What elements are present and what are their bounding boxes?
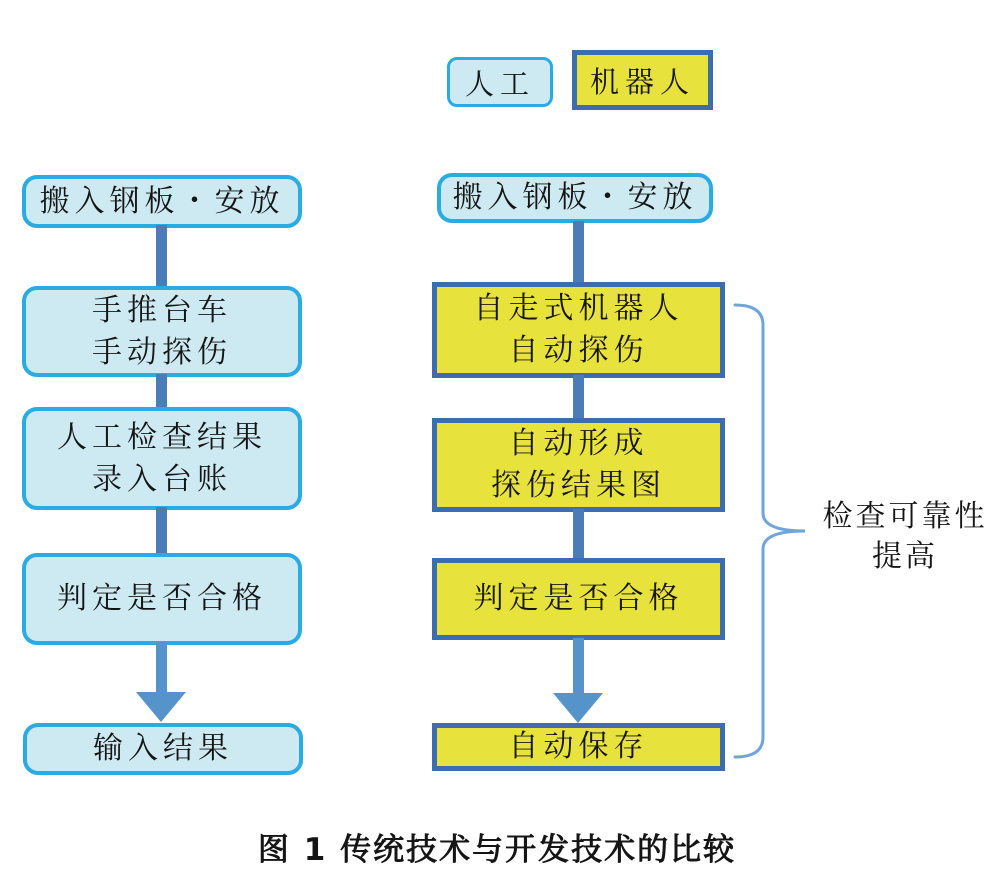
annotation-line: 检查可靠性 xyxy=(822,499,988,534)
flow-box-label: 搬入钢板・安放 xyxy=(39,183,285,219)
curly-brace xyxy=(725,293,825,773)
down-arrow-head xyxy=(553,693,603,723)
flow-box-label: 手动探伤 xyxy=(92,334,232,370)
flow-box-label: 自动探伤 xyxy=(508,333,649,368)
flow-box-label: 手推台车 xyxy=(92,292,232,328)
flow-box-right-4 xyxy=(432,558,725,640)
flow-box-label: 自动保存 xyxy=(508,729,649,764)
flow-connector xyxy=(573,221,584,285)
flow-box-right-1 xyxy=(437,173,713,223)
figure-caption: 图 1 传统技术与开发技术的比较 xyxy=(257,832,737,868)
flow-box-label: 判定是否合格 xyxy=(473,581,684,616)
down-arrow-head xyxy=(136,692,186,722)
flow-box-label: 人工检查结果 xyxy=(57,419,267,455)
flow-box-right-2 xyxy=(432,282,725,378)
legend-robot-swatch xyxy=(572,50,713,110)
flow-box-label: 自动形成 xyxy=(508,426,649,461)
flow-connector xyxy=(156,374,167,410)
flow-connector xyxy=(573,509,584,561)
flow-box-label: 输入结果 xyxy=(93,731,233,766)
legend-manual-swatch xyxy=(447,57,553,107)
flow-box-right-3 xyxy=(432,418,725,512)
flow-box-label: 录入台账 xyxy=(92,461,232,497)
flow-box-right-5 xyxy=(432,723,725,771)
flow-box-label: 探伤结果图 xyxy=(491,468,666,503)
flow-box-left-3 xyxy=(22,407,302,510)
brace-annotation xyxy=(815,497,994,577)
flow-box-left-4 xyxy=(22,553,302,645)
flow-connector xyxy=(156,225,167,288)
legend-robot-label: 机器人 xyxy=(589,64,695,99)
flow-box-label: 判定是否合格 xyxy=(57,581,267,616)
flow-connector xyxy=(573,375,584,421)
flow-connector xyxy=(156,507,167,556)
annotation-line: 提高 xyxy=(872,539,938,574)
flow-box-left-1 xyxy=(22,175,302,228)
legend-manual-label: 人工 xyxy=(464,66,535,101)
flow-box-label: 搬入钢板・安放 xyxy=(452,180,698,215)
flow-box-left-5 xyxy=(23,723,303,775)
flow-box-label: 自走式机器人 xyxy=(473,291,684,326)
down-arrow-shaft xyxy=(156,642,167,694)
down-arrow-shaft xyxy=(573,638,584,695)
flow-box-left-2 xyxy=(22,286,302,377)
